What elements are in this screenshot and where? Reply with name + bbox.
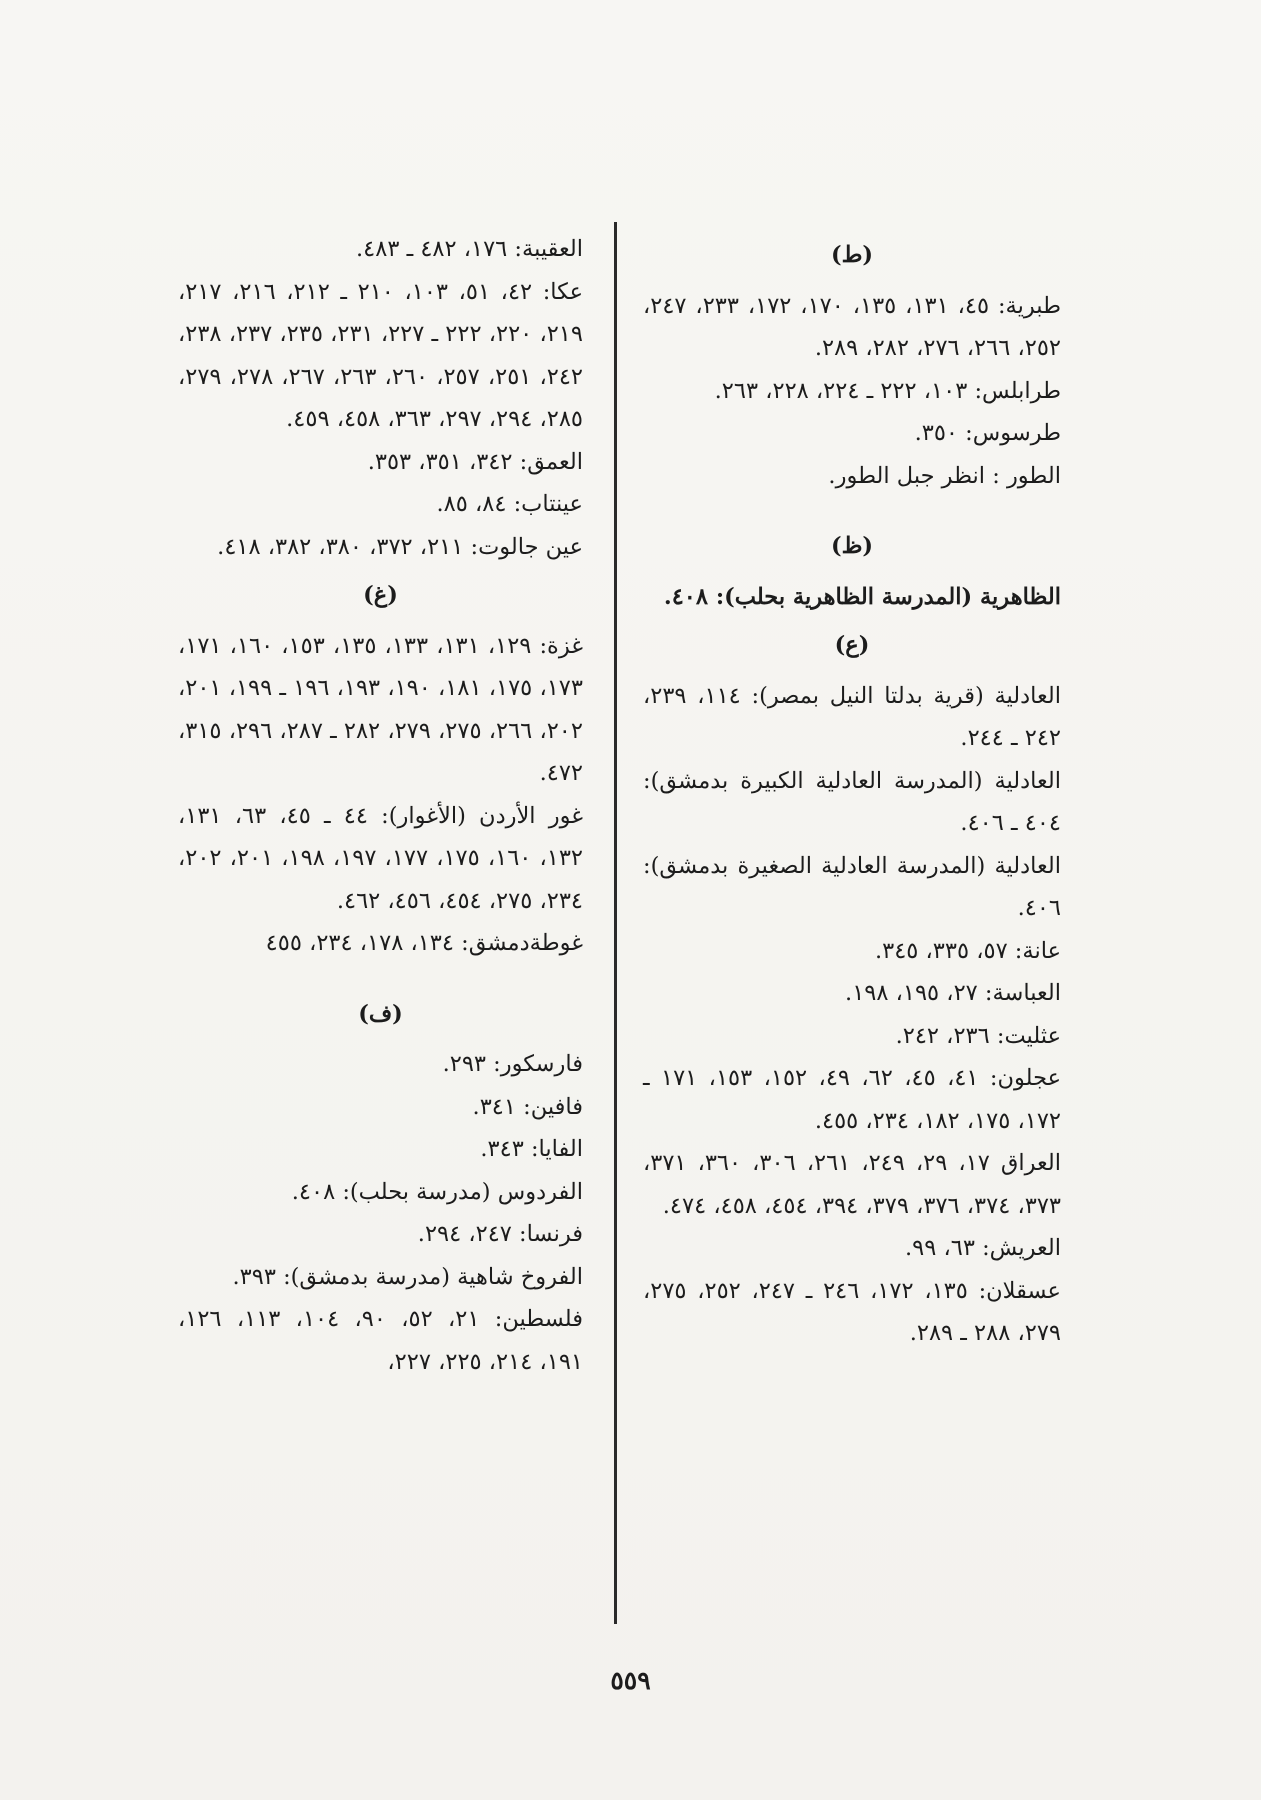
index-entry: عانة: ٥٧، ٣٣٥، ٣٤٥. <box>874 937 1061 964</box>
index-column-right <box>643 228 1061 1355</box>
index-entry: طرابلس: ١٠٣، ٢٢٢ ـ ٢٢٤، ٢٢٨، ٢٦٣. <box>714 377 1061 404</box>
index-entry: عسقلان: ١٣٥، ١٧٢، ٢٤٦ ـ ٢٤٧، ٢٥٢، ٢٧٥، ٢٧٩، ٢٨٨ ـ ٢٨٩. <box>643 1277 1061 1346</box>
section-letter-heading: (ف) <box>358 1000 403 1027</box>
index-entry: العادلية (المدرسة العادلية الكبيرة بدمشق): ٤٠٤ ـ ٤٠٦. <box>643 767 1061 836</box>
section-gap <box>178 965 583 987</box>
index-entry: العمق: ٣٤٢، ٣٥١، ٣٥٣. <box>367 448 583 475</box>
section-letter-heading: (غ) <box>363 582 398 608</box>
index-entry: غور الأردن (الأغوار): ٤٤ ـ ٤٥، ٦٣، ١٣١، ١٣٢، ١٦٠، ١٧٥، ١٧٧، ١٩٧، ١٩٨، ٢٠١، ٢٠٢، ٢٣٤، ٢٧٥، ٤٥٤، ٤٥٦، ٤٦٢. <box>178 802 584 914</box>
section-letter-heading: (ع) <box>834 632 870 658</box>
index-entry: عكا: ٤٢، ٥١، ١٠٣، ٢١٠ ـ ٢١٢، ٢١٦، ٢١٧، ٢١٩، ٢٢٠، ٢٢٢ ـ ٢٢٧، ٢٣١، ٢٣٥، ٢٣٧، ٢٣٨، ٢٤٢، ٢٥١، ٢٥٧، ٢٦٠، ٢٦٣، ٢٦٧، ٢٧٨، ٢٧٩، ٢٨٥، ٢٩٤، ٢٩٧، ٣٦٣، ٤٥٨، ٤٥٩. <box>178 278 584 432</box>
column-divider <box>614 222 617 1624</box>
index-entry: العادلية (المدرسة العادلية الصغيرة بدمشق): ٤٠٦. <box>643 852 1061 921</box>
index-entry: عثليت: ٢٣٦، ٢٤٢. <box>895 1022 1061 1049</box>
index-entry: غزة: ١٢٩، ١٣١، ١٣٣، ١٣٥، ١٥٣، ١٦٠، ١٧١، ١٧٣، ١٧٥، ١٨١، ١٩٠، ١٩٣، ١٩٦ ـ ١٩٩، ٢٠١، ٢٠٢، ٢٦٦، ٢٧٥، ٢٧٩، ٢٨٢ ـ ٢٨٧، ٢٩٦، ٣١٥، ٤٧٢. <box>178 632 584 786</box>
index-entry: فافين: ٣٤١. <box>472 1093 583 1120</box>
index-entry: العباسة: ٢٧، ١٩٥، ١٩٨. <box>845 980 1061 1006</box>
index-entry: عجلون: ٤١، ٤٥، ٦٢، ٤٩، ١٥٢، ١٥٣، ١٧١ ـ ١٧٢، ١٧٥، ١٨٢، ٢٣٤، ٤٥٥. <box>643 1065 1062 1134</box>
index-entry: طبرية: ٤٥، ١٣١، ١٣٥، ١٧٠، ١٧٢، ٢٣٣، ٢٤٧، ٢٥٢، ٢٦٦، ٢٧٦، ٢٨٢، ٢٨٩. <box>643 292 1061 361</box>
index-entry: الفردوس (مدرسة بحلب): ٤٠٨. <box>291 1178 583 1205</box>
section-letter-heading: (ط) <box>830 242 874 268</box>
section-letter-heading: (ظ) <box>830 533 874 559</box>
index-entry: العادلية (قرية بدلتا النيل بمصر): ١١٤، ٢٣٩، ٢٤٢ ـ ٢٤٤. <box>643 682 1061 751</box>
index-column-left <box>178 228 583 1383</box>
index-entry: فرنسا: ٢٤٧، ٢٩٤. <box>417 1221 583 1247</box>
index-entry: طرسوس: ٣٥٠. <box>914 420 1061 446</box>
index-entry: الفايا: ٣٤٣. <box>480 1136 583 1162</box>
index-entry: عينتاب: ٨٤، ٨٥. <box>436 491 583 517</box>
index-entry: عين جالوت: ٢١١، ٣٧٢، ٣٨٠، ٣٨٢، ٤١٨. <box>217 533 583 560</box>
index-entry: العراق ١٧، ٢٩، ٢٤٩، ٢٦١، ٣٠٦، ٣٦٠، ٣٧١، ٣٧٣، ٣٧٤، ٣٧٦، ٣٧٩، ٣٩٤، ٤٥٤، ٤٥٨، ٤٧٤. <box>643 1150 1061 1219</box>
index-entry: الطور : انظر جبل الطور. <box>828 462 1061 489</box>
index-entry: الظاهرية (المدرسة الظاهرية بحلب): ٤٠٨. <box>663 583 1061 610</box>
index-entry: فارسكور: ٢٩٣. <box>442 1051 583 1077</box>
index-entry: فلسطين: ٢١، ٥٢، ٩٠، ١٠٤، ١١٣، ١٢٦، ١٩١، ٢١٤، ٢٢٥، ٢٢٧، <box>178 1306 584 1375</box>
section-gap <box>643 497 1061 519</box>
index-entry: العقيبة: ١٧٦، ٤٨٢ ـ ٤٨٣. <box>356 236 583 262</box>
index-entry: الفروخ شاهية (مدرسة بدمشق): ٣٩٣. <box>232 1263 583 1290</box>
index-entry: العريش: ٦٣، ٩٩. <box>905 1235 1061 1261</box>
index-entry: غوطةدمشق: ١٣٤، ١٧٨، ٢٣٤، ٤٥٥ <box>265 930 583 956</box>
page-number: ٥٥٩ <box>610 1666 651 1695</box>
